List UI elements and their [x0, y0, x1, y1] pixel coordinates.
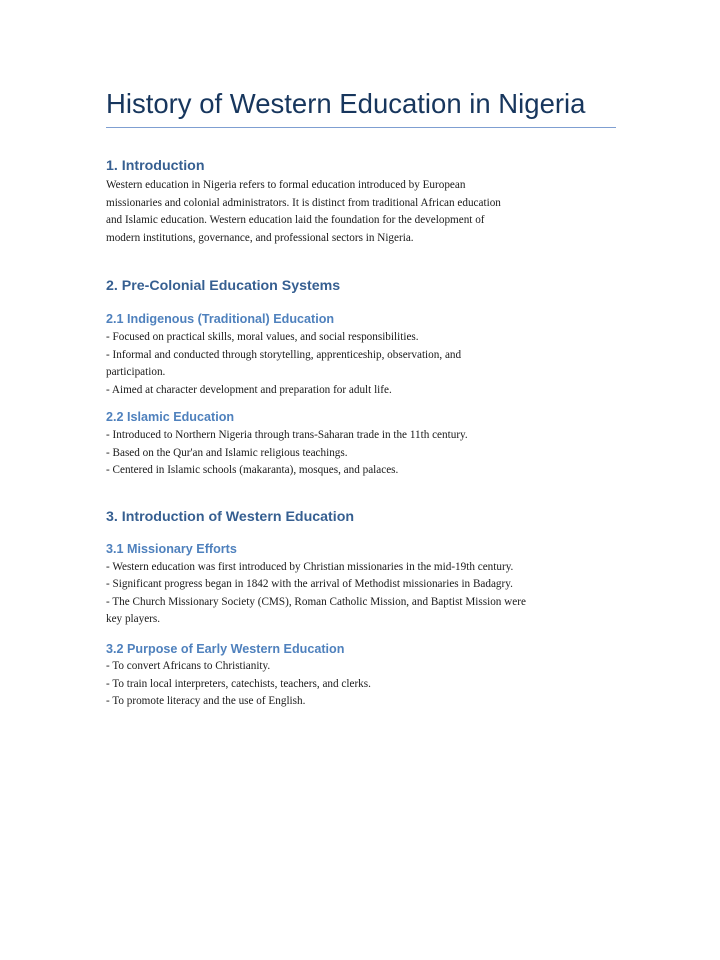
document-title: History of Western Education in Nigeria: [106, 86, 616, 128]
bullet-item: - Introduced to Northern Nigeria through trans-Saharan trade in the 11th century.: [106, 429, 468, 442]
introduction-paragraph: [106, 177, 616, 247]
missionary-bullet-list: [106, 559, 616, 629]
bullet-item-continuation: participation.: [106, 366, 166, 379]
bullet-item: - To convert Africans to Christianity.: [106, 660, 271, 673]
section-heading-western-education: 3. Introduction of Western Education: [106, 508, 355, 525]
bullet-item: - To train local interpreters, catechists, teachers, and clerks.: [106, 677, 371, 690]
paragraph-line: and Islamic education. Western education laid the foundation for the development of: [106, 214, 485, 227]
subsection-heading-missionary: 3.1 Missionary Efforts: [106, 542, 237, 557]
bullet-item: - Centered in Islamic schools (makaranta), mosques, and palaces.: [106, 464, 399, 477]
bullet-item: - The Church Missionary Society (CMS), Roman Catholic Mission, and Baptist Mission were: [106, 595, 526, 608]
paragraph-line: missionaries and colonial administrators. It is distinct from traditional African education: [106, 196, 501, 209]
bullet-item: - Informal and conducted through storytelling, apprenticeship, observation, and: [106, 348, 462, 361]
bullet-item-continuation: key players.: [106, 613, 161, 626]
subsection-heading-purpose: 3.2 Purpose of Early Western Education: [106, 641, 345, 656]
islamic-bullet-list: [106, 427, 616, 480]
bullet-item: - Based on the Qur'an and Islamic religious teachings.: [106, 446, 348, 459]
bullet-item: - Focused on practical skills, moral values, and social responsibilities.: [106, 331, 419, 344]
paragraph-line: Western education in Nigeria refers to formal education introduced by European: [106, 179, 466, 192]
section-heading-introduction: 1. Introduction: [106, 157, 205, 174]
purpose-bullet-list: [106, 658, 616, 711]
bullet-item: - Aimed at character development and preparation for adult life.: [106, 383, 392, 396]
paragraph-line: modern institutions, governance, and professional sectors in Nigeria.: [106, 231, 414, 244]
document-page: [106, 86, 616, 711]
section-heading-pre-colonial: 2. Pre-Colonial Education Systems: [106, 278, 341, 295]
subsection-heading-islamic: 2.2 Islamic Education: [106, 410, 235, 425]
bullet-item: - Western education was first introduced by Christian missionaries in the mid-19th century.: [106, 560, 514, 573]
subsection-heading-indigenous: 2.1 Indigenous (Traditional) Education: [106, 311, 335, 326]
bullet-item: - To promote literacy and the use of English.: [106, 695, 306, 708]
bullet-item: - Significant progress began in 1842 with the arrival of Methodist missionaries in Badagry.: [106, 578, 513, 591]
indigenous-bullet-list: [106, 329, 616, 399]
